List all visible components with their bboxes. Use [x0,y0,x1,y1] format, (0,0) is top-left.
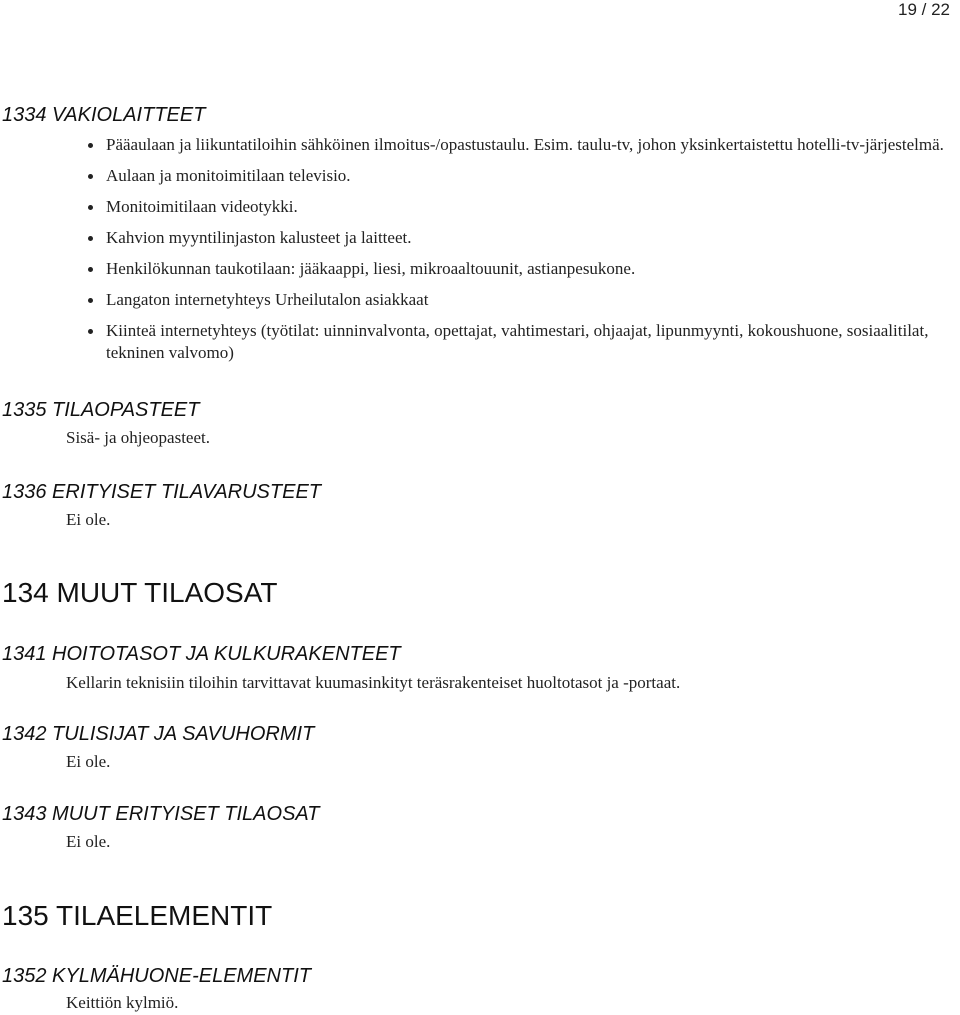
list-item: Kiinteä internetyhteys (työtilat: uinninvalvonta, opettajat, vahtimestari, ohjaajat, lipunmyynti, kokoushuone, sosiaalitilat, tekninen valvomo) [86,320,946,364]
list-item: Aulaan ja monitoimitilaan televisio. [86,165,946,187]
list-item: Kahvion myyntilinjaston kalusteet ja laitteet. [86,227,946,249]
paragraph-1352: Keittiön kylmiö. [66,993,179,1012]
heading-1336-erityiset-tilavarusteet: 1336 ERITYISET TILAVARUSTEET [2,481,322,503]
paragraph-1341: Kellarin teknisiin tiloihin tarvittavat kuumasinkityt teräsrakenteiset huoltotasot ja -portaat. [66,673,681,692]
paragraph-1336: Ei ole. [66,510,111,529]
heading-1335-tilaopasteet: 1335 TILAOPASTEET [2,399,200,421]
list-item: Monitoimitilaan videotykki. [86,196,946,218]
list-item: Pääaulaan ja liikuntatiloihin sähköinen ilmoitus-/opastustaulu. Esim. taulu-tv, johon yksinkertaistettu hotelli-tv-järjestelmä. [86,134,946,156]
heading-1341-hoitotasot: 1341 HOITOTASOT JA KULKURAKENTEET [2,643,401,665]
heading-1334-vakiolaitteet: 1334 VAKIOLAITTEET [2,104,206,126]
heading-1343-muut-erityiset-tilaosat: 1343 MUUT ERITYISET TILAOSAT [2,803,320,825]
list-item: Henkilökunnan taukotilaan: jääkaappi, liesi, mikroaaltouunit, astianpesukone. [86,258,946,280]
page-number: 19 / 22 [898,0,950,19]
paragraph-1343: Ei ole. [66,832,111,851]
heading-1352-kylmahuone-elementit: 1352 KYLMÄHUONE-ELEMENTIT [2,965,311,987]
heading-135-tilaelementit: 135 TILAELEMENTIT [2,900,273,931]
paragraph-1335: Sisä- ja ohjeopasteet. [66,428,210,447]
heading-1342-tulisijat: 1342 TULISIJAT JA SAVUHORMIT [2,723,315,745]
list-item: Langaton internetyhteys Urheilutalon asiakkaat [86,289,946,311]
paragraph-1342: Ei ole. [66,752,111,771]
heading-134-muut-tilaosat: 134 MUUT TILAOSAT [2,577,278,608]
equipment-list [86,134,946,373]
